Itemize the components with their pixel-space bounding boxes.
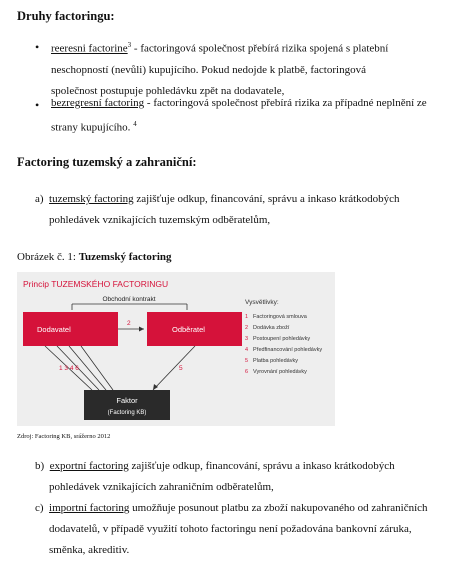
arrow-left-4	[81, 346, 113, 390]
legend-text-5: Platba pohledávky	[253, 358, 298, 364]
tuzemsky-line1: zajišťuje odkup, financování, správu a inkaso krátkodobých	[133, 193, 400, 205]
factoring-diagram	[17, 272, 335, 426]
diagram-svg	[17, 272, 335, 426]
term-exportni: exportní factoring	[49, 460, 129, 472]
list-item-a	[35, 189, 441, 231]
legend-num-6: 6	[245, 369, 249, 375]
arrow-5-line	[153, 346, 195, 390]
tuzemsky-line2: pohledávek vznikajících tuzemským odběratelům,	[49, 214, 271, 226]
regresni-line2: neschopností (nevůli) kupujícího. Pokud nedojde k platbě, factoringová	[51, 63, 366, 76]
legend-title: Vysvětlivky:	[245, 299, 279, 306]
bullet-2: •	[35, 98, 40, 112]
importni-line2: dodavatelů, v případě využití tohoto factoringu není požadována bankovní záruka,	[49, 523, 412, 535]
arrow-left-label: 1 3 4 6	[59, 365, 79, 372]
legend-num-4: 4	[245, 347, 249, 353]
figure-caption-prefix: Obrázek č. 1:	[17, 251, 79, 263]
bullet-1: •	[35, 40, 40, 54]
buyer-label: Odběratel	[172, 325, 205, 334]
legend-text-2: Dodávka zboží	[253, 325, 290, 331]
term-regresni: reeresni factorine	[51, 42, 128, 55]
regresni-line3: společnost postupuje pohledávku zpět na dodavatele,	[51, 84, 285, 97]
supplier-label: Dodavatel	[37, 325, 71, 334]
arrow-5-head	[153, 384, 158, 390]
term-importni: importní factoring	[49, 502, 130, 514]
marker-a: a)	[35, 193, 44, 205]
heading-factoring-tuzemsky: Factoring tuzemský a zahraniční:	[17, 155, 197, 169]
legend-text-3: Postoupení pohledávky	[253, 336, 311, 342]
exportni-line2: pohledávek vznikajících zahraničním odběratelům,	[49, 481, 274, 493]
list-item-regresni	[51, 35, 440, 102]
legend-text-1: Factoringová smlouva	[253, 314, 307, 320]
factor-sublabel: (Factoring KB)	[107, 410, 147, 416]
heading-druhy-factoringu: Druhy factoringu:	[17, 9, 115, 23]
regresni-line1: - factoringová společnost přebírá rizika spojená s platební	[131, 42, 389, 55]
list-item-bezregresni	[51, 93, 440, 139]
arrow-2-head	[139, 327, 144, 332]
figure-caption	[17, 247, 172, 268]
legend-text-4: Předfinancování pohledávky	[253, 347, 323, 353]
list-item-b	[35, 456, 441, 498]
footnote-ref-3: 3	[127, 41, 132, 49]
figure-source: Zdroj: Factoring KB, srážerno 2012	[17, 433, 111, 440]
exportni-line1: zajišťuje odkup, financování, správu a inkaso krátkodobých	[128, 460, 395, 472]
list-item-c	[35, 498, 441, 561]
bezregresni-line1: - factoringová společnost přebírá rizika za případné neplnění ze	[144, 97, 427, 109]
figure-caption-title: Tuzemský factoring	[78, 251, 172, 263]
factor-label: Faktor	[116, 396, 138, 405]
term-bezregresni: bezregresní factoring	[51, 97, 145, 109]
diagram-title: Princip TUZEMSKÉHO FACTORINGU	[23, 279, 169, 289]
importni-line3: směnka, akreditiv.	[49, 544, 130, 556]
legend-num-3: 3	[245, 336, 249, 342]
arrow-5-label: 5	[179, 365, 183, 372]
marker-b: b)	[35, 460, 45, 472]
arrow-2-label: 2	[127, 320, 131, 327]
legend-num-2: 2	[245, 325, 249, 331]
legend-text-6: Vyrovnání pohledávky	[253, 369, 307, 375]
term-tuzemsky: tuzemský factoring	[49, 193, 134, 205]
marker-c: c)	[35, 502, 44, 514]
legend-num-5: 5	[245, 358, 249, 364]
legend-num-1: 1	[245, 314, 249, 320]
legend-list	[245, 314, 322, 375]
footnote-ref-4: 4	[133, 120, 137, 128]
bezregresni-line2: strany kupujícího.	[51, 121, 131, 134]
contract-label: Obchodní kontrakt	[102, 296, 156, 303]
importni-line1: umožňuje posunout platbu za zboží nakupovaného od zahraničních	[129, 502, 428, 514]
